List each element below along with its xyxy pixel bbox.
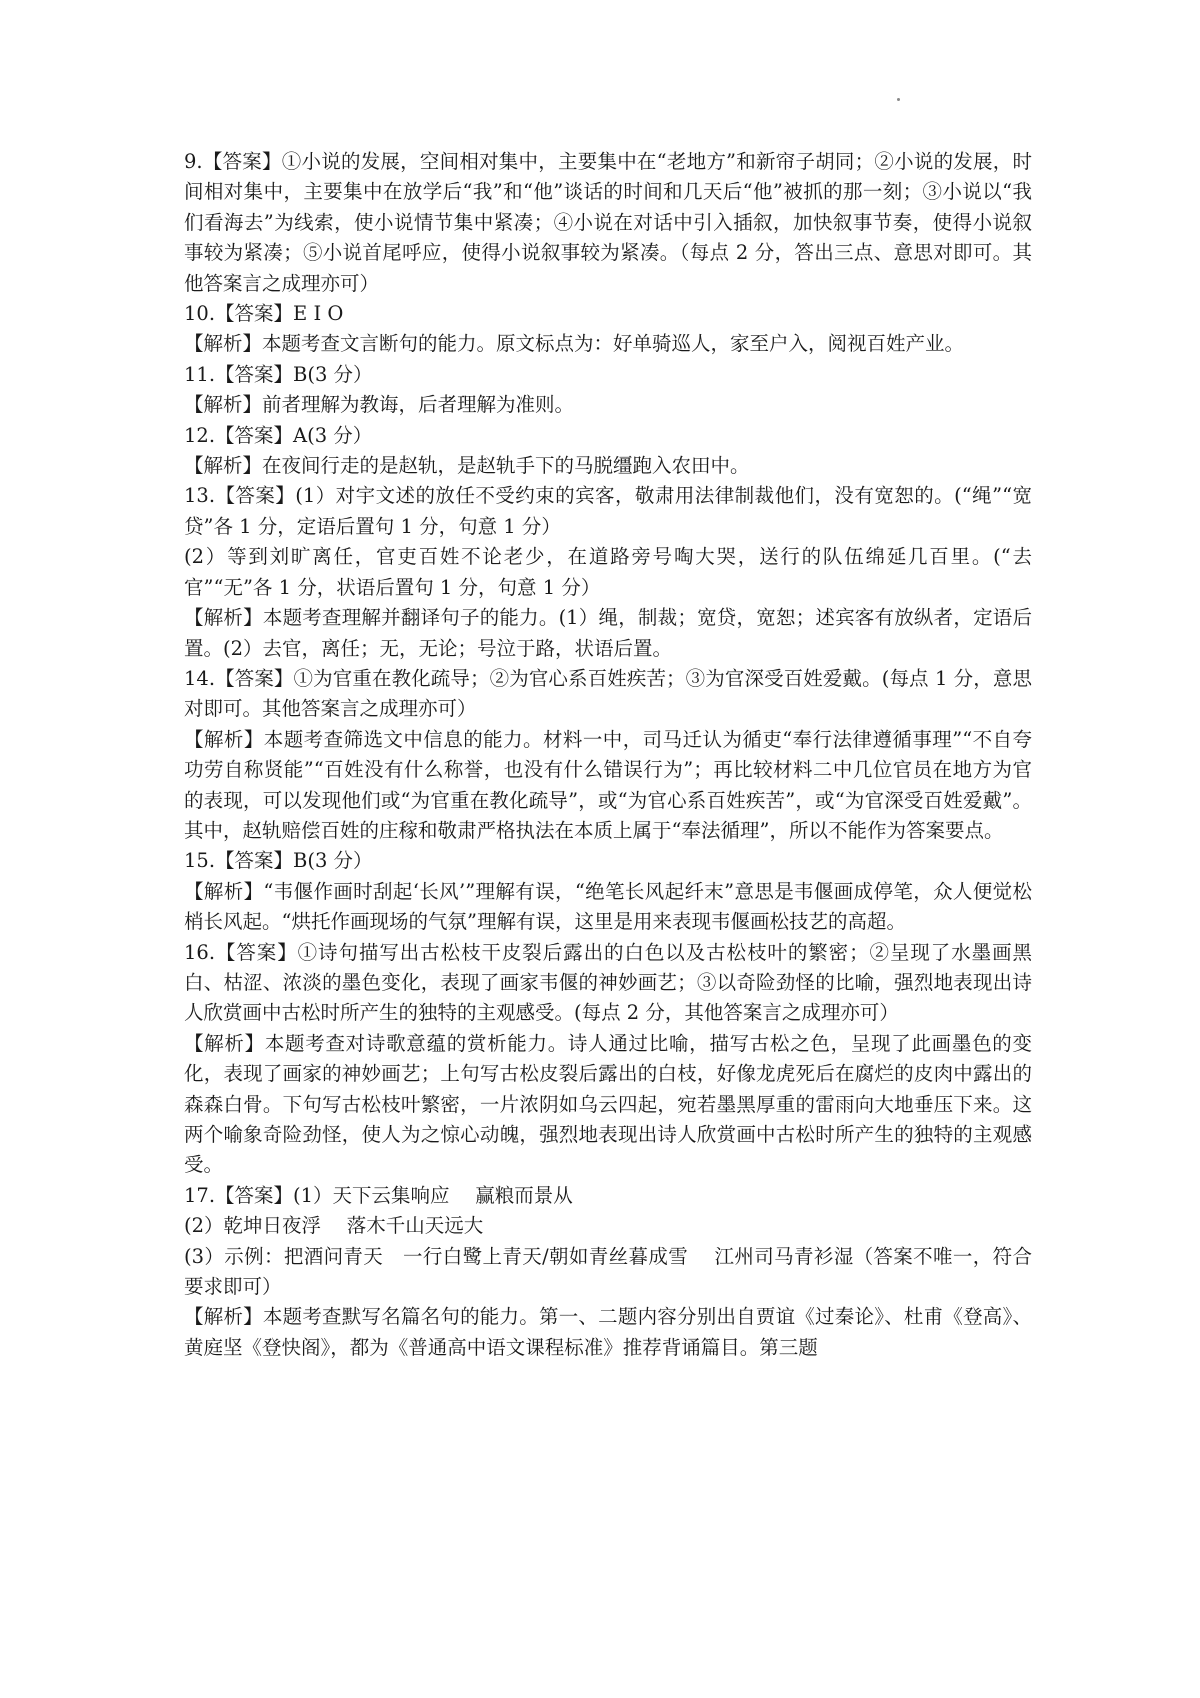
q17-answer-3: (3）示例：把酒问青天 一行白鹭上青天/朝如青丝暮成雪 江州司马青衫湿（答案不唯一，符合要求即可） [184, 1244, 1032, 1299]
q13-analysis: 【解析】本题考查理解并翻译句子的能力。(1）绳，制裁；宽贷，宽恕；述宾客有放纵者，定语后置。(2）去官，离任；无，无论；号泣于路，状语后置。 [184, 606, 1032, 660]
answer-document [184, 147, 1032, 1363]
q10-analysis: 【解析】本题考查文言断句的能力。原文标点为：好单骑巡人，家至户入，阅视百姓产业。 [184, 332, 965, 356]
q11-analysis: 【解析】前者理解为教诲，后者理解为准则。 [184, 393, 575, 417]
q17-answer-1: 17.【答案】(1）天下云集响应 赢粮而景从 [184, 1183, 573, 1207]
q11-answer: 11.【答案】B(3 分） [184, 362, 373, 386]
q13-answer-1: 13.【答案】(1）对宇文述的放任不受约束的宾客，敬肃用法律制裁他们，没有宽恕的。(“绳”“宽贷”各 1 分，定语后置句 1 分，句意 1 分） [184, 484, 1032, 538]
q17-answer-2: (2）乾坤日夜浮 落木千山天远大 [184, 1214, 484, 1238]
q13-answer-2: (2）等到刘旷离任，官吏百姓不论老少，在道路旁号啕大哭，送行的队伍绵延几百里。(“去官”“无”各 1 分，状语后置句 1 分，句意 1 分） [184, 545, 1032, 599]
q14-analysis: 【解析】本题考查筛选文中信息的能力。材料一中，司马迁认为循吏“奉行法律遵循事理”“不自夸功劳自称贤能”“百姓没有什么称誉，也没有什么错误行为”；再比较材料二中几位官员在地方为官的表现，可以发现他们或“为官重在教化疏导”，或“为官心系百姓疾苦”，或“为官深受百姓爱戴”。其中，赵轨赔偿百姓的庄稼和敬肃严格执法在本质上属于“奉法循理”，所以不能作为答案要点。 [184, 727, 1032, 842]
q15-answer: 15.【答案】B(3 分） [184, 849, 373, 873]
q12-analysis: 【解析】在夜间行走的是赵轨，是赵轨手下的马脱缰跑入农田中。 [184, 454, 750, 478]
q15-analysis: 【解析】“韦偃作画时刮起‘长风’”理解有误，“绝笔长风起纤末”意思是韦偃画成停笔，众人便觉松梢长风起。“烘托作画现场的气氛”理解有误，这里是用来表现韦偃画松技艺的高超。 [184, 879, 1032, 934]
q16-answer: 16.【答案】①诗句描写出古松枝干皮裂后露出的白色以及古松枝叶的繁密；②呈现了水墨画黑白、枯涩、浓淡的墨色变化，表现了画家韦偃的神妙画艺；③以奇险劲怪的比喻，强烈地表现出诗人欣赏画中古松时所产生的独特的主观感受。(每点 2 分，其他答案言之成理亦可） [184, 940, 1032, 1025]
q14-answer: 14.【答案】①为官重在教化疏导；②为官心系百姓疾苦；③为官深受百姓爱戴。(每点 1 分，意思对即可。其他答案言之成理亦可） [184, 666, 1032, 721]
scan-dot [897, 98, 900, 101]
q17-analysis: 【解析】本题考查默写名篇名句的能力。第一、二题内容分别出自贾谊《过秦论》、杜甫《登高》、黄庭坚《登快阁》，都为《普通高中语文课程标准》推荐背诵篇目。第三题 [184, 1305, 1032, 1359]
q9-answer: 9.【答案】①小说的发展，空间相对集中，主要集中在“老地方”和新帘子胡同；②小说的发展，时间相对集中，主要集中在放学后“我”和“他”谈话的时间和几天后“他”被抓的那一刻；③小说以“我们看海去”为线索，使小说情节集中紧凑；④小说在对话中引入插叙，加快叙事节奏，使得小说叙事较为紧凑；⑤小说首尾呼应，使得小说叙事较为紧凑。（每点 2 分，答出三点、意思对即可。其他答案言之成理亦可） [184, 150, 1032, 295]
q10-answer: 10.【答案】E I O [184, 302, 344, 326]
q16-analysis: 【解析】本题考查对诗歌意蕴的赏析能力。诗人通过比喻，描写古松之色，呈现了此画墨色的变化，表现了画家的神妙画艺；上句写古松皮裂后露出的白枝，好像龙虎死后在腐烂的皮肉中露出的森森白骨。下句写古松枝叶繁密，一片浓阴如乌云四起，宛若墨黑厚重的雷雨向大地垂压下来。这两个喻象奇险劲怪，使人为之惊心动魄，强烈地表现出诗人欣赏画中古松时所产生的独特的主观感受。 [184, 1031, 1032, 1177]
q12-answer: 12.【答案】A(3 分） [184, 423, 373, 447]
